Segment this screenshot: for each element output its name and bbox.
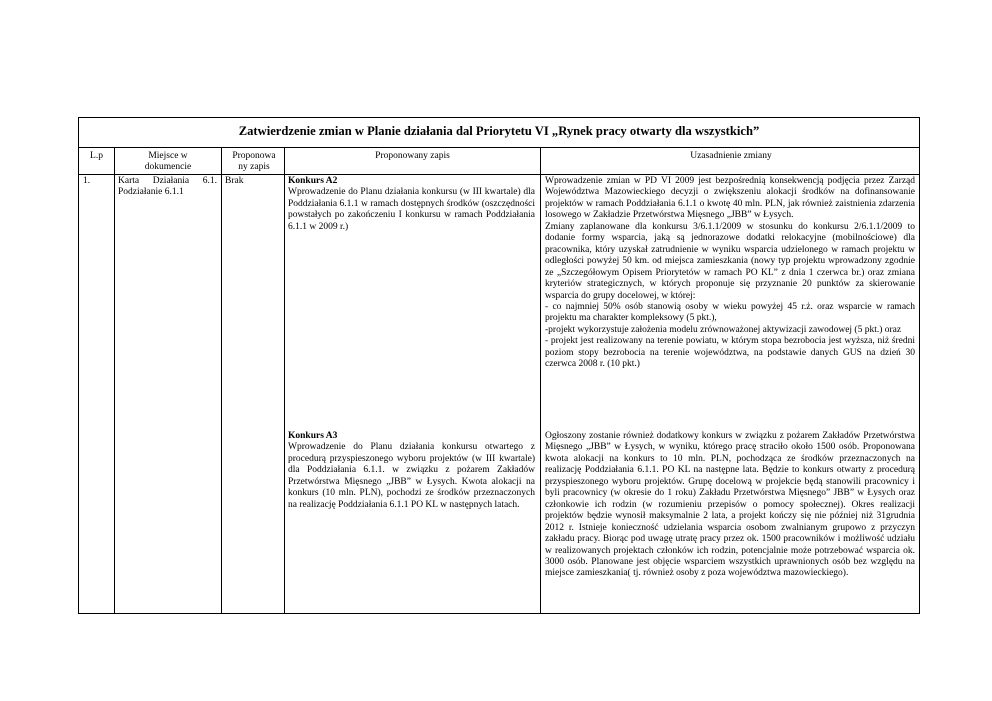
header-uzasadnienie: Uzasadnienie zmiany xyxy=(690,151,772,161)
header-proponowany-zapis: Proponowany zapis xyxy=(375,151,450,161)
document-title: Zatwierdzenie zmian w Planie działania dal Priorytetu VI „Rynek pracy otwarty dla wszystkich” xyxy=(79,118,919,148)
header-divider xyxy=(79,174,919,175)
entry-heading: Konkurs A3 xyxy=(288,431,338,441)
entry-text: Wprowadzenie do Planu działania konkursu (w III kwartale) dla Poddziałania 6.1.1 w ramach dostępnych środków (oszczędności powstałych po zakończeniu I konkursu w ramach Poddziałania 6.1.1 w 2009 r.) xyxy=(288,187,535,232)
justification-paragraph: - co najmniej 50% osób stanowią osoby w wieku powyżej 45 r.ż. oraz wsparcie w ramach projektu ma charakter kompleksowy (5 pkt.), xyxy=(545,301,915,324)
row-miejsce: Karta Działania 6.1. Podziałanie 6.1.1 xyxy=(118,176,217,198)
column-divider xyxy=(114,148,115,613)
entry-text: Wprowadzenie do Planu działania konkursu otwartego z procedurą przyspieszonego wyboru projektów (w III kwartale) dla Poddziałania 6.1.1. w związku z pożarem Zakładów Przetwórstwa Mięsnego „JBB” w Łysych. Kwota alokacji na konkurs (10 mln. PLN), pochodzi ze środków przeznaczonych na realizację Poddziałania 6.1.1 PO KL w następnych latach. xyxy=(288,442,535,510)
header-miejsce: Miejsce w dokumencie xyxy=(144,151,192,173)
entry-a3-justification xyxy=(545,431,915,580)
entry-heading: Konkurs A2 xyxy=(288,176,338,186)
justification-paragraph: Ogłoszony zostanie również dodatkowy konkurs w związku z pożarem Zakładów Przetwórstwa Mięsnego „JBB” w Łysych, w wyniku, którego pracę straciło około 1500 osób. Proponowana kwota alokacji na konkurs to 10 mln. PLN, pochodząca ze środków przeznaczonych na realizację Poddziałania 6.1.1. PO KL na następne lata. Będzie to konkurs otwarty z procedurą przyspieszonego wyboru projektów. Grupę docelową w projekcie będą stanowili pracownicy i byli pracownicy (w okresie do 1 roku) Zakładu Przetwórstwa Mięsnego” JBB” w Łysych oraz członkowie ich rodzin (w rozumieniu przepisów o pomocy społecznej). Okres realizacji projektów będzie wynosił maksymalnie 2 lata, a projekt kończy się nie później niż 31grudnia 2012 r. Istnieje konieczność udzielania wsparcia osobom zwalnianym grupowo z przyczyn zakładu pracy. Biorąc pod uwagę utratę pracy przez ok. 1500 pracowników i możliwość udziału w realizowanych projektach członków ich rodzin, potencjalnie może potrzebować wsparcia ok. 3000 osób. Planowane jest objęcie wsparciem wszystkich uprawnionych osób bez względu na miejsce zamieszkania( tj. również osoby z poza województwa mazowieckiego). xyxy=(545,431,915,579)
row-short: Brak xyxy=(225,176,244,186)
header-lp: L.p xyxy=(90,151,103,161)
column-divider xyxy=(284,148,285,613)
justification-paragraph: Zmiany zaplanowane dla konkursu 3/6.1.1/2009 w stosunku do konkursu 2/6.1.1/2009 to dodanie formy wsparcia, jaką są jednorazowe dodatki relokacyjne (mobilnościowe) dla pracownika, który uzyskał zatrudnienie w wyniku wsparcia udzielonego w ramach projektu w odległości powyżej 50 km. od miejsca zamieszkania (nowy typ projektu wprowadzony zgodnie ze „Szczegółowym Opisem Priorytetów w ramach PO KL” z dnia 1 czerwca br.) oraz zmiana kryteriów strategicznych, w których proponuje się przyznanie 20 punktów za skierowanie wsparcia do grupy docelowej, w której: xyxy=(545,221,915,301)
entry-a3-proposal xyxy=(288,431,535,511)
row-lp: 1. xyxy=(83,176,91,186)
justification-paragraph: -projekt wykorzystuje założenia modelu zrównoważonej aktywizacji zawodowej (5 pkt.) oraz xyxy=(545,324,902,335)
column-divider xyxy=(221,148,222,613)
header-proponowany-short: Proponowa ny zapis xyxy=(232,151,276,173)
justification-paragraph: Wprowadzenie zmian w PD VI 2009 jest bezpośrednią konsekwencją podjęcia przez Zarząd Województwa Mazowieckiego decyzji o zwiększeniu alokacji środków na dofinansowanie projektów w ramach Poddziałania 6.1.1 o kwotę 40 mln. PLN, jak również zaistnienia zdarzenia losowego w Zakładzie Przetwórstwa Mięsnego „JBB” w Łysych. xyxy=(545,176,915,221)
document-table xyxy=(78,117,920,614)
entry-a2-justification xyxy=(545,176,915,371)
entry-a2-proposal xyxy=(288,176,535,233)
column-divider xyxy=(540,148,541,613)
justification-paragraph: - projekt jest realizowany na terenie powiatu, w którym stopa bezrobocia jest wyższa, niż średni poziom stopy bezrobocia na terenie województwa, na podstawie danych GUS na dzień 30 czerwca 2008 r. (10 pkt.) xyxy=(545,336,915,370)
